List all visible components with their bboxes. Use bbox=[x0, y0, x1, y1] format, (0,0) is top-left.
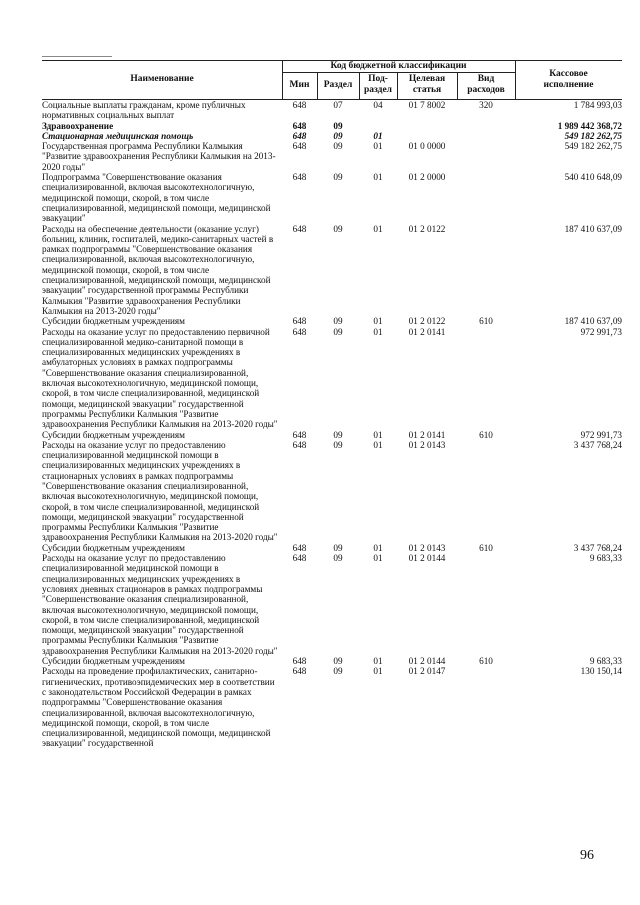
table-row bbox=[42, 440, 622, 543]
table-body bbox=[42, 100, 622, 749]
row-podrazdel: 01 bbox=[373, 656, 383, 667]
row-min: 648 bbox=[292, 100, 307, 110]
table-row bbox=[42, 430, 622, 440]
header-razdel: Раздел bbox=[323, 80, 353, 90]
row-min: 648 bbox=[292, 120, 307, 131]
row-vid bbox=[457, 224, 515, 317]
row-vid: 610 bbox=[479, 316, 493, 327]
row-name: Расходы на оказание услуг по предоставлению первичной специализированной медико-санитарной помощи в специализированных медицинских учреждениях в амбулаторных условиях в рамках подпрограммы "Совершенствование оказания специализированной, включая высокотехнологичную, медицинской помощи, скорой, в том числе специализированной, медицинской помощи, медицинской эвакуации" государственной программы Республики Калмыкия "Развитие здравоохранения Республики Калмыкия на 2013-2020 годы" bbox=[42, 326, 278, 430]
header-vid: Вид расходов bbox=[467, 74, 505, 95]
row-podrazdel: 01 bbox=[373, 141, 383, 152]
row-vid bbox=[457, 141, 515, 172]
row-celevaya bbox=[397, 131, 457, 141]
row-celevaya bbox=[397, 121, 457, 131]
row-name: Расходы на обеспечение деятельности (оказание услуг) больниц, клиник, госпиталей, медико-санитарных частей в рамках подпрограммы "Совершенствование оказания специализированной, включая высокотехнологичную, медицинской помощи, скорой, в том числе специализированной, медицинской помощи, медицинской эвакуации" государственной программы Республики Калмыкия "Развитие здравоохранения Республики Калмыкия на 2013-2020 годы" bbox=[42, 223, 274, 316]
top-rule bbox=[42, 56, 112, 57]
row-min: 648 bbox=[292, 542, 307, 553]
header-sum: Кассовое исполнение bbox=[543, 69, 594, 90]
header-celevaya: Целевая статья bbox=[408, 74, 446, 95]
row-name: Субсидии бюджетным учреждениям bbox=[42, 656, 185, 667]
row-min: 648 bbox=[292, 553, 307, 564]
table-row bbox=[42, 316, 622, 326]
row-name: Субсидии бюджетным учреждениям bbox=[42, 316, 185, 327]
row-min: 648 bbox=[292, 326, 307, 337]
row-min: 648 bbox=[292, 223, 307, 234]
row-podrazdel: 01 bbox=[373, 223, 383, 234]
row-podrazdel: 01 bbox=[373, 130, 383, 141]
row-razdel: 09 bbox=[333, 120, 343, 131]
row-min: 648 bbox=[292, 439, 307, 450]
row-celevaya: 01 2 0141 bbox=[408, 429, 446, 440]
row-celevaya: 01 2 0122 bbox=[408, 316, 446, 327]
row-razdel: 09 bbox=[333, 439, 343, 450]
table-row bbox=[42, 100, 622, 121]
table-row bbox=[42, 656, 622, 666]
table-row bbox=[42, 172, 622, 223]
row-celevaya: 01 2 0144 bbox=[408, 553, 446, 564]
row-razdel: 09 bbox=[333, 223, 343, 234]
row-min: 648 bbox=[292, 141, 307, 152]
row-vid bbox=[457, 440, 515, 543]
row-sum: 540 410 648,09 bbox=[564, 172, 622, 183]
row-celevaya: 01 2 0141 bbox=[408, 326, 446, 337]
row-vid: 610 bbox=[479, 656, 493, 667]
row-podrazdel bbox=[359, 121, 397, 131]
row-razdel: 09 bbox=[333, 666, 343, 677]
row-vid bbox=[457, 172, 515, 223]
row-podrazdel: 01 bbox=[373, 666, 383, 677]
row-razdel: 09 bbox=[333, 326, 343, 337]
row-min: 648 bbox=[292, 316, 307, 327]
row-celevaya: 01 2 0144 bbox=[408, 656, 446, 667]
row-sum: 3 437 768,24 bbox=[573, 542, 622, 553]
table-row bbox=[42, 121, 622, 131]
row-celevaya: 01 2 0143 bbox=[408, 439, 446, 450]
row-vid bbox=[457, 666, 515, 748]
row-razdel: 09 bbox=[333, 542, 343, 553]
row-name: Субсидии бюджетным учреждениям bbox=[42, 429, 185, 440]
row-celevaya: 01 2 0122 bbox=[408, 223, 446, 234]
row-celevaya: 01 7 8002 bbox=[408, 100, 446, 110]
row-razdel: 09 bbox=[333, 429, 343, 440]
row-podrazdel: 01 bbox=[373, 326, 383, 337]
row-sum: 549 182 262,75 bbox=[564, 130, 622, 141]
row-sum: 9 683,33 bbox=[589, 656, 622, 667]
row-sum: 130 150,14 bbox=[580, 666, 622, 677]
row-razdel: 09 bbox=[333, 316, 343, 327]
row-name: Подпрограмма "Совершенствование оказания специализированной, включая высокотехнологичную, медицинской помощи, скорой, в том числе специализированной, медицинской помощи, медицинской эвакуации" bbox=[42, 172, 271, 224]
row-celevaya: 01 0 0000 bbox=[408, 141, 446, 152]
row-razdel: 09 bbox=[333, 130, 343, 141]
row-podrazdel: 01 bbox=[373, 172, 383, 183]
row-podrazdel: 01 bbox=[373, 439, 383, 450]
row-vid bbox=[457, 327, 515, 430]
row-vid: 610 bbox=[479, 429, 493, 440]
row-sum: 187 410 637,09 bbox=[564, 223, 622, 234]
row-sum: 972 991,73 bbox=[580, 429, 622, 440]
table-row bbox=[42, 553, 622, 656]
row-min: 648 bbox=[292, 172, 307, 183]
row-sum: 9 683,33 bbox=[589, 553, 622, 564]
row-razdel: 09 bbox=[333, 656, 343, 667]
table-row bbox=[42, 327, 622, 430]
row-name: Здравоохранение bbox=[42, 120, 114, 131]
table-row bbox=[42, 141, 622, 172]
table-row bbox=[42, 131, 622, 141]
row-name: Социальные выплаты гражданам, кроме публичных нормативных социальных выплат bbox=[42, 100, 246, 121]
row-sum: 549 182 262,75 bbox=[564, 141, 622, 152]
table-header bbox=[42, 60, 622, 100]
row-podrazdel: 01 bbox=[373, 553, 383, 564]
row-vid bbox=[457, 553, 515, 656]
budget-table bbox=[42, 60, 622, 749]
row-sum: 187 410 637,09 bbox=[564, 316, 622, 327]
row-vid: 320 bbox=[479, 100, 493, 110]
row-min: 648 bbox=[292, 429, 307, 440]
table-row bbox=[42, 224, 622, 317]
header-min: Мин bbox=[289, 80, 310, 90]
row-podrazdel: 04 bbox=[373, 100, 383, 110]
row-name: Расходы на оказание услуг по предоставлению специализированной медицинской помощи в специализированных медицинских учреждениях в стационарных условиях в рамках подпрограммы "Совершенствование оказания специализированной, включая высокотехнологичную, медицинской помощи, скорой, в том числе специализированной, медицинской помощи, медицинской эвакуации" государственной программы Республики Калмыкия "Развитие здравоохранения Республики Калмыкия на 2013-2020 годы" bbox=[42, 439, 278, 543]
row-min: 648 bbox=[292, 130, 307, 141]
page-number: 96 bbox=[580, 848, 594, 863]
row-podrazdel: 01 bbox=[373, 316, 383, 327]
row-razdel: 09 bbox=[333, 172, 343, 183]
table-row bbox=[42, 666, 622, 748]
row-podrazdel: 01 bbox=[373, 542, 383, 553]
row-name: Стационарная медицинская помощь bbox=[42, 130, 194, 141]
row-razdel: 09 bbox=[333, 553, 343, 564]
header-podrazdel: Под- раздел bbox=[363, 74, 393, 95]
row-name: Государственная программа Республики Калмыкия "Развитие здравоохранения Республики Калмыкия на 2013-2020 годы" bbox=[42, 141, 276, 172]
header-name: Наименование bbox=[130, 74, 194, 84]
row-celevaya: 01 2 0147 bbox=[408, 666, 446, 677]
row-name: Субсидии бюджетным учреждениям bbox=[42, 542, 185, 553]
row-razdel: 07 bbox=[333, 100, 343, 110]
row-min: 648 bbox=[292, 666, 307, 677]
row-sum: 1 784 993,03 bbox=[573, 100, 622, 110]
row-celevaya: 01 2 0143 bbox=[408, 542, 446, 553]
row-name: Расходы на оказание услуг по предоставлению специализированной медицинской помощи в специализированных медицинских учреждениях в условиях дневных стационаров в рамках подпрограммы "Совершенствование оказания специализированной, включая высокотехнологичную, медицинской помощи, скорой, в том числе специализированной, медицинской помощи, медицинской эвакуации" государственной программы Республики Калмыкия "Развитие здравоохранения Республики Калмыкия на 2013-2020 годы" bbox=[42, 553, 278, 656]
table-row bbox=[42, 543, 622, 553]
row-vid bbox=[457, 131, 515, 141]
row-razdel: 09 bbox=[333, 141, 343, 152]
row-vid: 610 bbox=[479, 542, 493, 553]
row-sum: 972 991,73 bbox=[580, 326, 622, 337]
row-celevaya: 01 2 0000 bbox=[408, 172, 446, 183]
row-podrazdel: 01 bbox=[373, 429, 383, 440]
row-sum: 3 437 768,24 bbox=[573, 439, 622, 450]
row-name: Расходы на проведение профилактических, санитарно-гигиенических, противоэпидемических мер в соответствии с законодательством Российской Федерации в рамках подпрограммы "Совершенствование оказания специализированной, включая высокотехнологичную, медицинской помощи, скорой, в том числе специализированной, медицинской помощи, медицинской эвакуации" государственной bbox=[42, 666, 275, 749]
row-vid bbox=[457, 121, 515, 131]
row-min: 648 bbox=[292, 656, 307, 667]
row-sum: 1 989 442 368,72 bbox=[557, 120, 622, 131]
header-group: Код бюджетной классификации bbox=[330, 61, 467, 71]
